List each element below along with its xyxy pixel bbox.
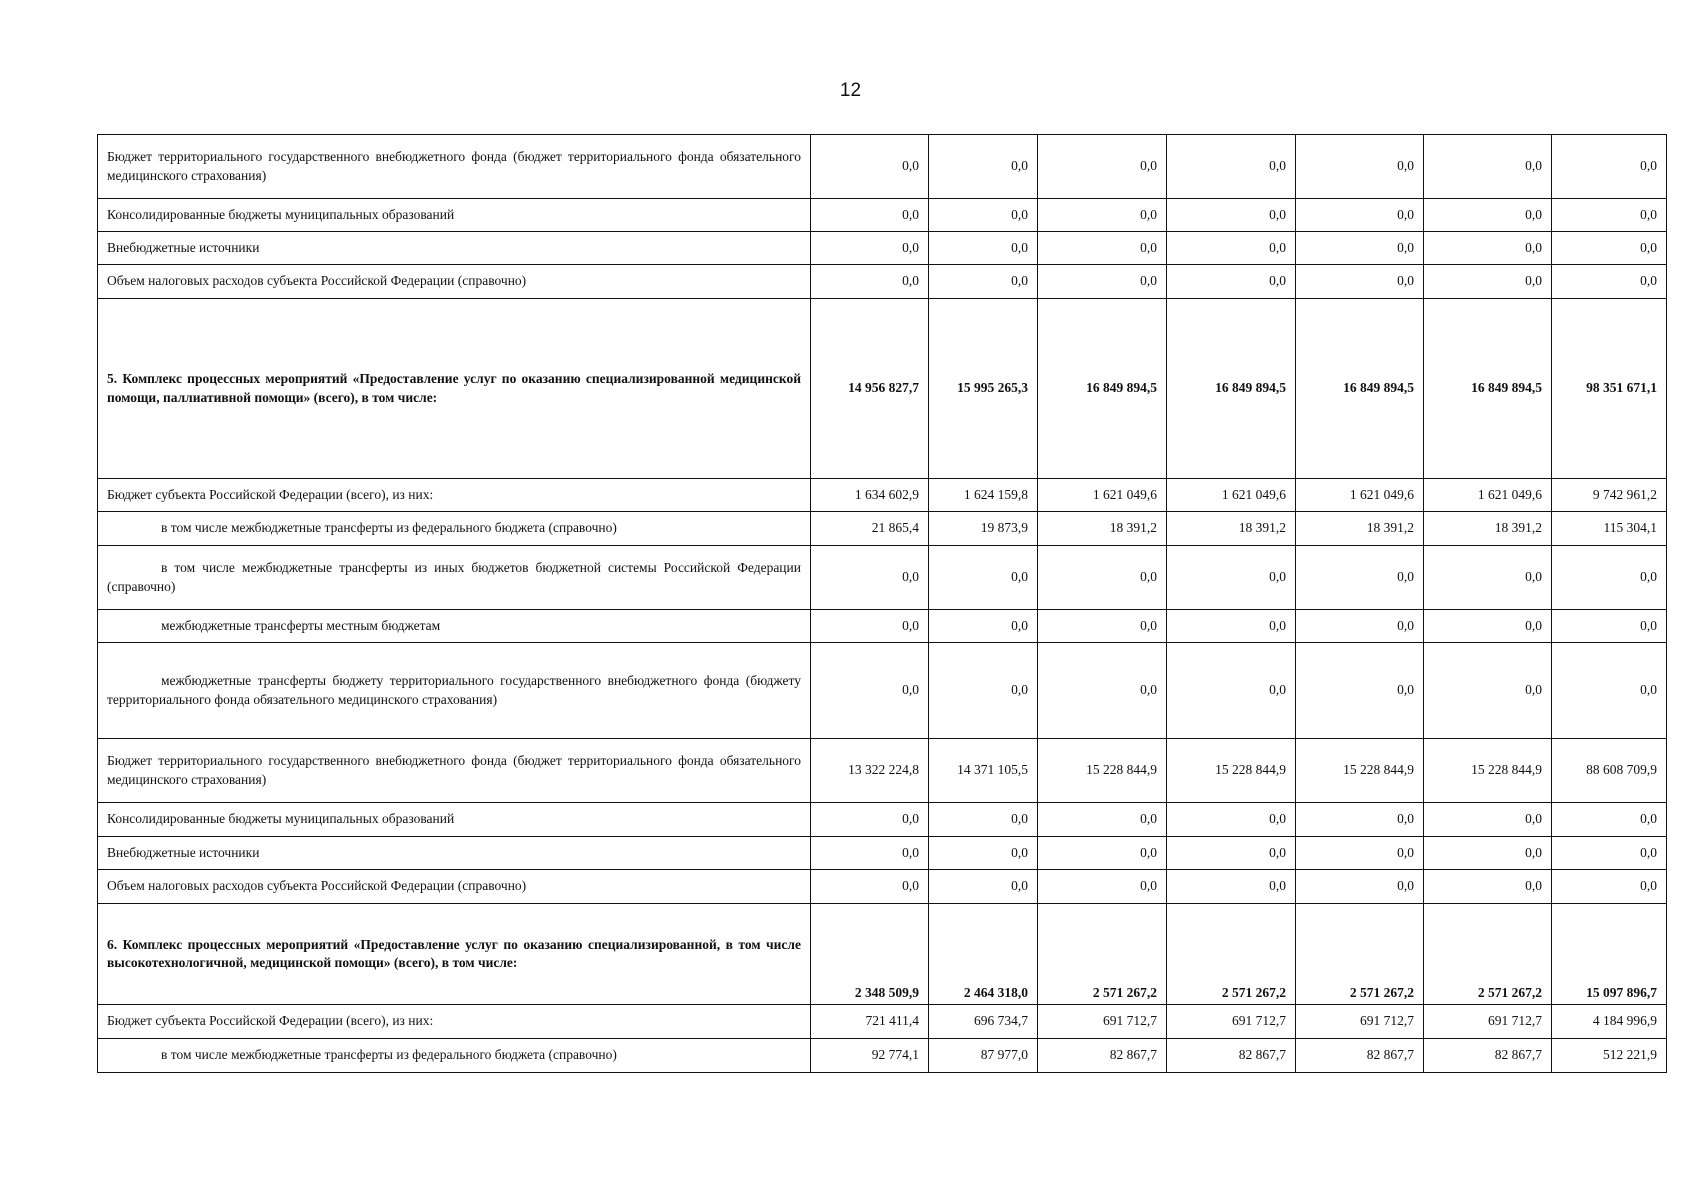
value-cell: 0,0 (1038, 610, 1167, 643)
table-row (98, 546, 1667, 610)
value-cell: 0,0 (1424, 232, 1552, 265)
value-cell: 0,0 (1038, 643, 1167, 739)
table-row (98, 870, 1667, 904)
value-cell: 0,0 (811, 546, 929, 610)
table-row (98, 739, 1667, 803)
value-cell: 0,0 (929, 870, 1038, 904)
value-cell: 16 849 894,5 (1424, 299, 1552, 479)
value-cell: 0,0 (811, 265, 929, 299)
value-cell: 0,0 (1296, 232, 1424, 265)
value-cell: 0,0 (811, 643, 929, 739)
value-cell: 696 734,7 (929, 1005, 1038, 1039)
row-label: Бюджет территориального государственного внебюджетного фонда (бюджет территориального фонда обязательного медицинского страхования) (98, 135, 811, 199)
value-cell: 13 322 224,8 (811, 739, 929, 803)
value-cell: 0,0 (1167, 546, 1296, 610)
value-cell: 0,0 (929, 803, 1038, 837)
table-row (98, 135, 1667, 199)
total-cell: 0,0 (1552, 199, 1667, 232)
table-row (98, 1039, 1667, 1073)
table-row (98, 837, 1667, 870)
value-cell: 2 571 267,2 (1296, 904, 1424, 1005)
value-cell: 0,0 (811, 232, 929, 265)
value-cell: 0,0 (1038, 135, 1167, 199)
value-cell: 691 712,7 (1296, 1005, 1424, 1039)
value-cell: 0,0 (929, 837, 1038, 870)
total-cell: 0,0 (1552, 232, 1667, 265)
value-cell: 0,0 (1296, 803, 1424, 837)
row-label: Консолидированные бюджеты муниципальных образований (98, 199, 811, 232)
table-row (98, 232, 1667, 265)
value-cell: 16 849 894,5 (1167, 299, 1296, 479)
budget-table (97, 134, 1667, 1073)
value-cell: 2 348 509,9 (811, 904, 929, 1005)
row-label: в том числе межбюджетные трансферты из иных бюджетов бюджетной системы Российской Федерации (справочно) (98, 546, 811, 610)
value-cell: 15 228 844,9 (1296, 739, 1424, 803)
value-cell: 0,0 (1167, 265, 1296, 299)
value-cell: 0,0 (1424, 837, 1552, 870)
value-cell: 0,0 (1296, 199, 1424, 232)
total-cell: 15 097 896,7 (1552, 904, 1667, 1005)
row-label: в том числе межбюджетные трансферты из федерального бюджета (справочно) (98, 512, 811, 546)
value-cell: 82 867,7 (1167, 1039, 1296, 1073)
value-cell: 2 571 267,2 (1038, 904, 1167, 1005)
table-row (98, 1005, 1667, 1039)
value-cell: 0,0 (929, 265, 1038, 299)
value-cell: 0,0 (1424, 265, 1552, 299)
value-cell: 15 995 265,3 (929, 299, 1038, 479)
value-cell: 0,0 (1424, 643, 1552, 739)
value-cell: 0,0 (811, 837, 929, 870)
value-cell: 0,0 (1167, 870, 1296, 904)
value-cell: 0,0 (1038, 803, 1167, 837)
total-cell: 0,0 (1552, 643, 1667, 739)
table-row (98, 512, 1667, 546)
total-cell: 0,0 (1552, 135, 1667, 199)
value-cell: 2 464 318,0 (929, 904, 1038, 1005)
value-cell: 0,0 (1296, 610, 1424, 643)
value-cell: 0,0 (1296, 265, 1424, 299)
value-cell: 2 571 267,2 (1424, 904, 1552, 1005)
value-cell: 0,0 (1038, 199, 1167, 232)
value-cell: 0,0 (1296, 870, 1424, 904)
value-cell: 18 391,2 (1296, 512, 1424, 546)
value-cell: 82 867,7 (1038, 1039, 1167, 1073)
total-cell: 88 608 709,9 (1552, 739, 1667, 803)
row-label: Бюджет субъекта Российской Федерации (всего), из них: (98, 1005, 811, 1039)
section-row (98, 904, 1667, 1005)
value-cell: 15 228 844,9 (1167, 739, 1296, 803)
value-cell: 0,0 (1424, 803, 1552, 837)
value-cell: 0,0 (1167, 643, 1296, 739)
total-cell: 0,0 (1552, 610, 1667, 643)
value-cell: 1 634 602,9 (811, 479, 929, 512)
value-cell: 1 621 049,6 (1167, 479, 1296, 512)
value-cell: 16 849 894,5 (1296, 299, 1424, 479)
value-cell: 0,0 (811, 870, 929, 904)
value-cell: 16 849 894,5 (1038, 299, 1167, 479)
value-cell: 0,0 (1167, 135, 1296, 199)
total-cell: 9 742 961,2 (1552, 479, 1667, 512)
value-cell: 14 956 827,7 (811, 299, 929, 479)
value-cell: 0,0 (929, 643, 1038, 739)
section-title: 5. Комплекс процессных мероприятий «Предоставление услуг по оказанию специализированной медицинской помощи, паллиативной помощи» (всего), в том числе: (98, 299, 811, 479)
value-cell: 0,0 (1296, 837, 1424, 870)
value-cell: 18 391,2 (1424, 512, 1552, 546)
total-cell: 0,0 (1552, 870, 1667, 904)
row-label: Объем налоговых расходов субъекта Российской Федерации (справочно) (98, 870, 811, 904)
value-cell: 15 228 844,9 (1038, 739, 1167, 803)
value-cell: 0,0 (1424, 870, 1552, 904)
value-cell: 19 873,9 (929, 512, 1038, 546)
value-cell: 92 774,1 (811, 1039, 929, 1073)
row-label: межбюджетные трансферты бюджету территориального государственного внебюджетного фонда (бюджету территориального фонда обязательного медицинского страхования) (98, 643, 811, 739)
value-cell: 15 228 844,9 (1424, 739, 1552, 803)
table-row (98, 803, 1667, 837)
value-cell: 0,0 (1038, 837, 1167, 870)
value-cell: 0,0 (1296, 135, 1424, 199)
value-cell: 0,0 (929, 135, 1038, 199)
row-label: в том числе межбюджетные трансферты из федерального бюджета (справочно) (98, 1039, 811, 1073)
value-cell: 1 621 049,6 (1038, 479, 1167, 512)
table-row (98, 265, 1667, 299)
value-cell: 691 712,7 (1038, 1005, 1167, 1039)
row-label: Внебюджетные источники (98, 232, 811, 265)
page-number: 12 (839, 80, 862, 101)
section-title: 6. Комплекс процессных мероприятий «Предоставление услуг по оказанию специализированной, в том числе высокотехнологичной, медицинской помощи» (всего), в том числе: (98, 904, 811, 1005)
value-cell: 0,0 (929, 610, 1038, 643)
total-cell: 0,0 (1552, 837, 1667, 870)
value-cell: 0,0 (811, 199, 929, 232)
total-cell: 0,0 (1552, 265, 1667, 299)
value-cell: 0,0 (1424, 546, 1552, 610)
value-cell: 0,0 (1296, 643, 1424, 739)
value-cell: 0,0 (811, 135, 929, 199)
value-cell: 18 391,2 (1038, 512, 1167, 546)
value-cell: 87 977,0 (929, 1039, 1038, 1073)
value-cell: 2 571 267,2 (1167, 904, 1296, 1005)
value-cell: 691 712,7 (1424, 1005, 1552, 1039)
value-cell: 0,0 (1167, 803, 1296, 837)
table-row (98, 643, 1667, 739)
value-cell: 721 411,4 (811, 1005, 929, 1039)
value-cell: 21 865,4 (811, 512, 929, 546)
value-cell: 1 621 049,6 (1424, 479, 1552, 512)
value-cell: 0,0 (929, 199, 1038, 232)
table-row (98, 199, 1667, 232)
row-label: Бюджет территориального государственного внебюджетного фонда (бюджет территориального фонда обязательного медицинского страхования) (98, 739, 811, 803)
total-cell: 512 221,9 (1552, 1039, 1667, 1073)
row-label: межбюджетные трансферты местным бюджетам (98, 610, 811, 643)
row-label: Бюджет субъекта Российской Федерации (всего), из них: (98, 479, 811, 512)
total-cell: 4 184 996,9 (1552, 1005, 1667, 1039)
value-cell: 0,0 (1167, 232, 1296, 265)
row-label: Объем налоговых расходов субъекта Российской Федерации (справочно) (98, 265, 811, 299)
value-cell: 14 371 105,5 (929, 739, 1038, 803)
value-cell: 0,0 (1424, 199, 1552, 232)
value-cell: 0,0 (1424, 135, 1552, 199)
value-cell: 0,0 (1038, 232, 1167, 265)
total-cell: 0,0 (1552, 546, 1667, 610)
value-cell: 0,0 (1167, 837, 1296, 870)
value-cell: 0,0 (1167, 610, 1296, 643)
total-cell: 0,0 (1552, 803, 1667, 837)
value-cell: 0,0 (1038, 265, 1167, 299)
value-cell: 0,0 (929, 232, 1038, 265)
value-cell: 18 391,2 (1167, 512, 1296, 546)
total-cell: 98 351 671,1 (1552, 299, 1667, 479)
value-cell: 82 867,7 (1296, 1039, 1424, 1073)
row-label: Консолидированные бюджеты муниципальных образований (98, 803, 811, 837)
value-cell: 0,0 (811, 610, 929, 643)
value-cell: 0,0 (1424, 610, 1552, 643)
value-cell: 691 712,7 (1167, 1005, 1296, 1039)
value-cell: 0,0 (1167, 199, 1296, 232)
table-row (98, 479, 1667, 512)
value-cell: 1 624 159,8 (929, 479, 1038, 512)
value-cell: 0,0 (811, 803, 929, 837)
value-cell: 0,0 (1038, 546, 1167, 610)
value-cell: 82 867,7 (1424, 1039, 1552, 1073)
row-label: Внебюджетные источники (98, 837, 811, 870)
value-cell: 0,0 (1296, 546, 1424, 610)
total-cell: 115 304,1 (1552, 512, 1667, 546)
value-cell: 0,0 (929, 546, 1038, 610)
value-cell: 1 621 049,6 (1296, 479, 1424, 512)
value-cell: 0,0 (1038, 870, 1167, 904)
section-row (98, 299, 1667, 479)
table-row (98, 610, 1667, 643)
